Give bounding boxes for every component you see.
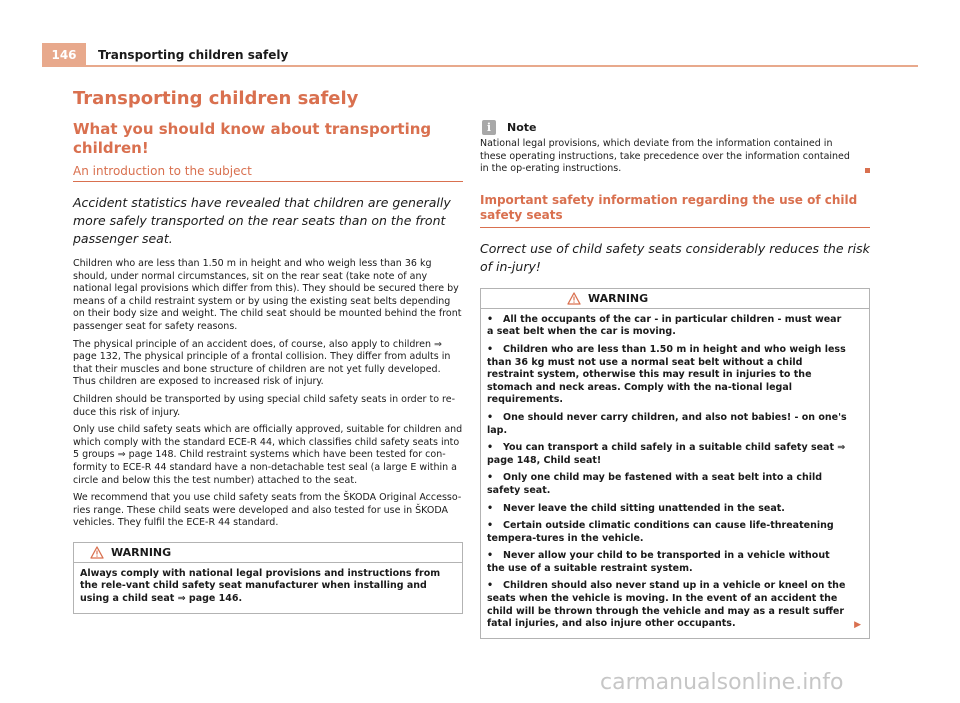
warning-list: [481, 309, 869, 638]
warning-item-text: You can transport a child safely in a suitable child safety seat ⇒ page 148, Child seat!: [487, 442, 846, 466]
warning-item-text: One should never carry children, and also not babies! - on one's lap.: [487, 411, 847, 436]
note-label: Note: [507, 121, 537, 134]
warning-item: • Children should also never stand up in a vehicle or kneel on the seats when the vehicle is moving. In the event of an accident the child will be thrown through the vehicle and may as a result suffer fatal injuries, and also injure other occupants.: [487, 580, 846, 630]
warning-triangle-icon: [90, 546, 104, 559]
warning-box: [480, 288, 870, 639]
left-column: [73, 88, 463, 614]
warning-item-text: Never allow your child to be transported in a vehicle without the use of a suitable restraint system.: [487, 550, 830, 574]
warning-item: • Never leave the child sitting unattended in the seat.: [487, 502, 785, 514]
warning-item: • You can transport a child safely in a suitable child safety seat ⇒ page 148, Child seat!: [487, 442, 846, 466]
subsection-title: An introduction to the subject: [73, 164, 463, 182]
header-rule: [86, 65, 918, 67]
intro-text: Accident statistics have revealed that children are generally more safely transported on the rear seats than on the front passenger seat.: [73, 195, 451, 246]
chapter-title: Transporting children safely: [73, 88, 359, 109]
intro-text: Correct use of child safety seats considerably reduces the risk of in-jury!: [480, 240, 870, 274]
warning-label: WARNING: [111, 545, 172, 559]
warning-item-text: Children should also never stand up in a vehicle or kneel on the seats when the vehicle is moving. In the event of an accident the child will be thrown through the vehicle and may as a result suffer fatal injuries, and also injure other occupants.: [487, 580, 846, 630]
warning-box: [73, 542, 463, 614]
warning-item: • All the occupants of the car - in particular children - must wear a seat belt when the car is moving.: [487, 313, 842, 338]
continue-arrow-icon: ▶: [854, 619, 861, 630]
note-text: National legal provisions, which deviate from the information contained in these operating instructions, take precedence over the information contained in the op-erating instructions.: [480, 138, 850, 175]
note-text-block: [480, 138, 870, 176]
warning-text: Always comply with national legal provisions and instructions from the rele-vant child safety seat manufacturer when installing and using a child seat ⇒ page 146.: [80, 567, 441, 605]
watermark: carmanualsonline.info: [600, 670, 844, 695]
page-number: 146: [42, 43, 86, 67]
warning-item-text: Certain outside climatic conditions can cause life-threatening tempera-tures in the vehicle.: [487, 520, 834, 544]
warning-item: • Certain outside climatic conditions can cause life-threatening tempera-tures in the vehicle.: [487, 520, 834, 544]
warning-header: [481, 289, 869, 309]
warning-item-text: Only one child may be fastened with a seat belt into a child safety seat.: [487, 472, 823, 496]
warning-item: • One should never carry children, and also not babies! - on one's lap.: [487, 411, 847, 436]
subsection-title: Important safety information regarding the use of child safety seats: [480, 193, 870, 228]
body-paragraph: Children who are less than 1.50 m in height and who weigh less than 36 kg should, under normal circumstances, sit on the rear seat (take note of any national legal provisions which differ from this). They should be secured there by means of a child restraint system or by using the existing seat belts depending on their body size and weight. The child seat should be mounted behind the front passenger seat for safety reasons.: [73, 258, 462, 332]
warning-item: • Children who are less than 1.50 m in height and who weigh less than 36 kg must not use a normal seat belt without a child restraint system, otherwise this may result in injuries to the stomach and neck areas. Comply with the na-tional legal requirements.: [487, 343, 846, 406]
warning-item-text: Children who are less than 1.50 m in height and who weigh less than 36 kg must not use a normal seat belt without a child restraint system, otherwise this may result in injuries to the stomach and neck areas. Comply with the na-tional legal requirements.: [487, 343, 846, 406]
warning-header: [74, 543, 462, 563]
header-title: Transporting children safely: [98, 48, 289, 62]
warning-item: • Never allow your child to be transported in a vehicle without the use of a suitable restraint system.: [487, 550, 830, 574]
info-icon: i: [482, 120, 496, 135]
section-title: What you should know about transporting children!: [73, 120, 432, 157]
right-column: [480, 120, 870, 639]
warning-item: • Only one child may be fastened with a seat belt into a child safety seat.: [487, 472, 823, 496]
body-paragraph: Only use child safety seats which are officially approved, suitable for children and which comply with the standard ECE-R 44, which classifies child safety seats into 5 groups ⇒ page 148. Child restraint systems which have been tested for con-formity to ECE-R 44 standard have a non-detachable test seal (a large E within a circle and below this the test number) attached to the seat.: [73, 424, 463, 486]
warning-triangle-icon: [567, 292, 581, 305]
body-paragraph: We recommend that you use child safety seats from the ŠKODA Original Accesso-ries range. These child seats were developed and also tested for use in ŠKODA vehicles. They fulfil the ECE-R 44 standard.: [73, 492, 462, 529]
page-header: [42, 43, 918, 67]
warning-item-text: Never leave the child sitting unattended in the seat.: [503, 502, 785, 514]
body-paragraph: The physical principle of an accident does, of course, also apply to children ⇒ page 132, The physical principle of a frontal collision. They differ from adults in that their muscles and bone structure of children are not yet fully developed. Thus children are exposed to increased risk of injury.: [73, 338, 451, 388]
body-paragraph: Children should be transported by using special child safety seats in order to re-duce this risk of injury.: [73, 393, 456, 418]
note-header: [480, 120, 870, 137]
end-of-section-mark: [865, 168, 870, 173]
warning-label: WARNING: [588, 291, 649, 305]
warning-item-text: All the occupants of the car - in particular children - must wear a seat belt when the car is moving.: [487, 313, 842, 338]
